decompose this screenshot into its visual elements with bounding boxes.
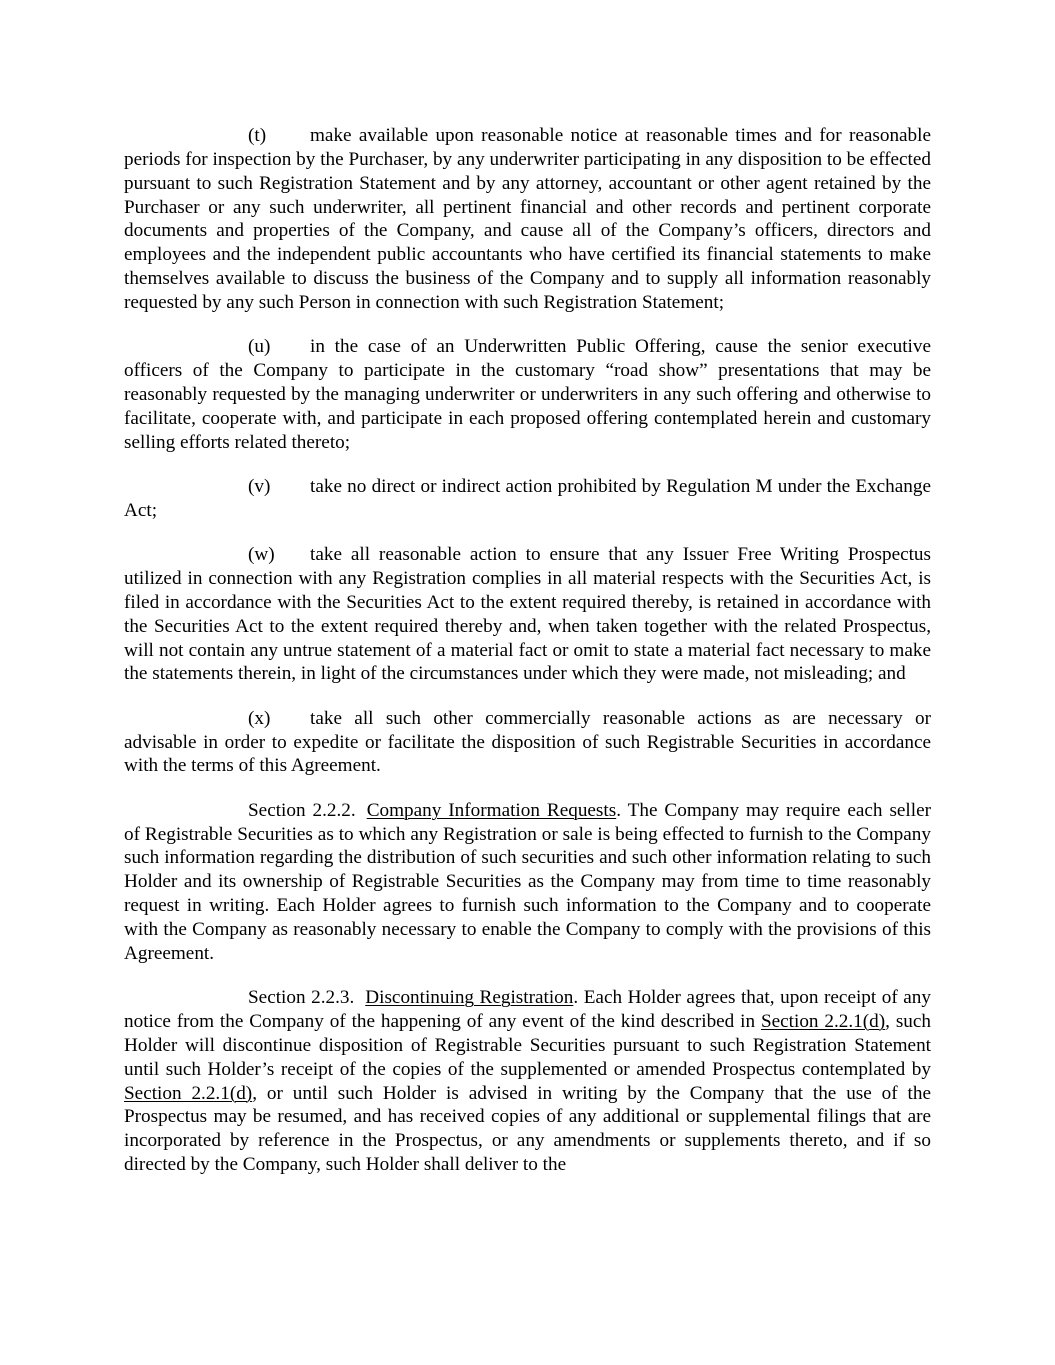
clause-label: (u) — [248, 336, 271, 358]
section-heading: Company Information Requests — [366, 799, 617, 821]
clause-text: make available upon reasonable notice at reasonable times and for reasonable periods for inspection by the Purchaser, by any underwriter participating in any disposition to be effected pursuant to such Registration Statement and by any attorney, accountant or other agent retained by the Purchaser or any such underwriter, all pertinent financial and other records and pertinent corporate documents and properties of the Company, and cause all of the Company’s officers, directors and employees and the independent public accountants who have certified its financial statements to make themselves available to discuss the business of the Company and to supply all information reasonably requested by any such Person in connection with such Registration Statement; — [124, 125, 931, 313]
section-2-2-2 — [124, 799, 931, 966]
clause-text: in the case of an Underwritten Public Offering, cause the senior executive officers of the Company to participate in the customary “road show” presentations that may be reasonably requested by the managing underwriter or underwriters in any such offering and otherwise to facilitate, cooperate with, and participate in each proposed offering contemplated herein and customary selling efforts related thereto; — [124, 336, 931, 453]
clause-text: take no direct or indirect action prohibited by Regulation M under the Exchange Act; — [124, 475, 931, 521]
clause-label: (t) — [248, 125, 267, 146]
clause-text: take all such other commercially reasonable actions as are necessary or advisable in order to expedite or facilitate the disposition of such Registrable Securities in accordance with the terms of this Agreement. — [124, 707, 931, 777]
clause-u — [124, 335, 931, 454]
section-2-2-3 — [124, 986, 931, 1177]
section-number: Section 2.2.2. — [248, 799, 356, 821]
section-body: , such Holder will discontinue disposition of Registrable Securities pursuant to such Registration Statement until such Holder’s receipt of the copies of the supplemented or amended Prospectus contemplated by — [124, 1011, 932, 1080]
section-body: . Each Holder agrees that, upon receipt of any notice from the Company of the happening of any event of the kind described in — [124, 987, 931, 1032]
section-body: , or until such Holder is advised in writing by the Company that the use of the Prospectus may be resumed, and has received copies of any additional or supplemental filings that are incorporated by reference in the Prospectus, or any amendments or supplements thereto, and if so directed by the Company, such Holder shall deliver to the — [124, 1082, 931, 1176]
section-reference: Section 2.2.1(d) — [760, 1011, 886, 1032]
clause-text: take all reasonable action to ensure that any Issuer Free Writing Prospectus utilized in connection with any Registration complies in all material respects with the Securities Act, is filed in accordance with the Securities Act to the extent required thereby, is retained in accordance with the Securities Act to the extent required thereby and, when taken together with the related Prospectus, will not contain any untrue statement of a material fact or omit to state a material fact necessary to make the statements therein, in light of the circumstances under which they were made, not misleading; and — [124, 544, 931, 685]
clause-v — [124, 475, 931, 523]
clause-label: (v) — [248, 475, 271, 497]
clause-label: (x) — [248, 707, 271, 729]
section-reference: Section 2.2.1(d) — [124, 1082, 253, 1104]
clause-t — [124, 124, 931, 315]
section-number: Section 2.2.3. — [248, 987, 355, 1009]
clause-w — [124, 543, 931, 686]
document-page — [124, 124, 931, 1197]
section-body: . The Company may require each seller of Registrable Securities as to which any Registration or sale is being effected to furnish to the Company such information regarding the distribution of such securities and such other information relating to such Holder and its ownership of Registrable Securities as the Company may from time to time reasonably request in writing. Each Holder agrees to furnish such information to the Company and to cooperate with the Company as reasonably necessary to enable the Company to comply with the provisions of this Agreement. — [124, 799, 931, 964]
section-heading: Discontinuing Registration — [365, 987, 574, 1009]
clause-x — [124, 707, 931, 779]
clause-label: (w) — [248, 544, 275, 566]
